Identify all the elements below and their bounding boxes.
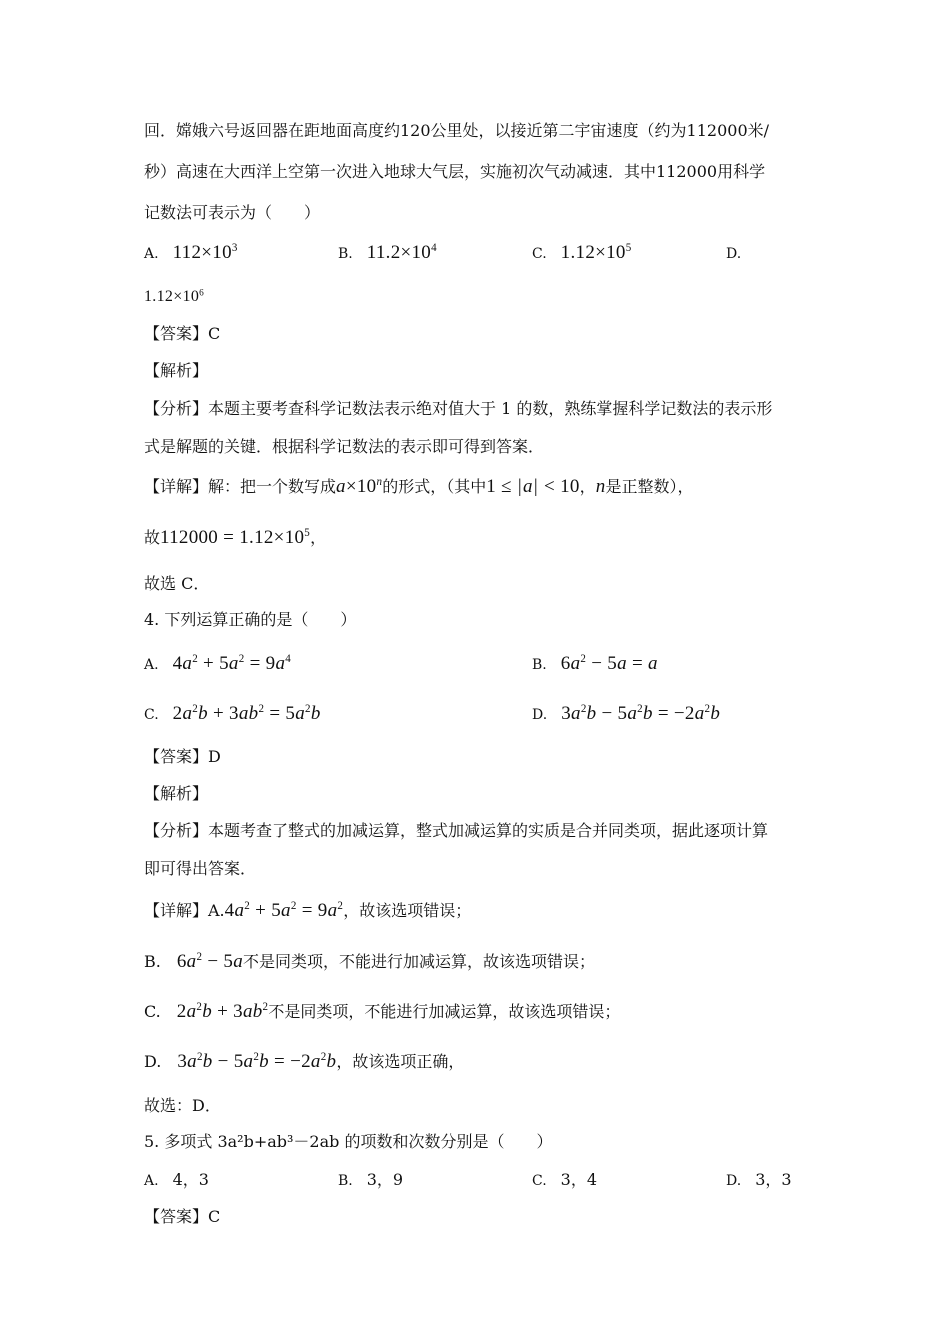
q3-option-b <box>338 241 437 266</box>
q5-option-b: B. 3，9 <box>338 1170 404 1189</box>
q4-option-c: C. $2a^2b + 3ab^2 = 5a^2b$ <box>144 703 321 724</box>
q5-option-a: A. 4，3 <box>144 1170 209 1189</box>
option-math: $6a^2 - 5a = a$ <box>560 653 658 674</box>
option-math: $3a^2b - 5a^2b = -2a^2b$ <box>561 703 721 724</box>
q3-analysis-line-2: 式是解题的关键．根据科学记数法的表示即可得到答案． <box>144 437 545 456</box>
q3-stem-line-2: 秒）高速在大西洋上空第一次进入地球大气层，实施初次气动减速．其中112000用科学 <box>144 162 766 181</box>
option-math: $112\times 10^3$ <box>172 242 238 263</box>
q4-stem: 4. 下列运算正确的是（ ） <box>144 610 357 629</box>
q5-answer: 【答案】C <box>144 1207 221 1226</box>
q3-detail-line-2: 故$112000 = 1.12\times 10^5$， <box>144 527 327 548</box>
q4-analysis-line-1: 【分析】本题考查了整式的加减运算，整式加减运算的实质是合并同类项，据此逐项计算 <box>144 821 769 840</box>
option-label: B. <box>338 246 353 262</box>
q4-analysis-line-2: 即可得出答案． <box>144 859 257 878</box>
option-label: A. <box>144 246 159 262</box>
q3-stem-line-3: 记数法可表示为（ ） <box>144 203 321 222</box>
option-math: $1.12\times 10^5$ <box>560 242 632 263</box>
q3-stem-line-1: 回．嫦娥六号返回器在距地面高度约120公里处，以接近第二宇宙速度（约为112000米/ <box>144 121 770 140</box>
q3-detail-conclusion: 故选 C． <box>144 574 210 593</box>
option-math: $11.2\times 10^4$ <box>366 242 437 263</box>
q3-detail-line-1: 【详解】解：把一个数写成$a\times 10^n$的形式，（其中1 ≤ |a| < 10，n是正整数）， <box>144 476 694 497</box>
q4-option-b: B. $6a^2 - 5a = a$ <box>532 653 658 674</box>
q5-stem: 5. 多项式 3a²b+ab³－2ab 的项数和次数分别是（ ） <box>144 1132 553 1151</box>
q4-detail-c: C. $2a^2b + 3ab^2$不是同类项，不能进行加减运算，故该选项错误； <box>144 1001 621 1022</box>
q4-conclusion: 故选：D． <box>144 1096 221 1115</box>
option-math: $2a^2b + 3ab^2 = 5a^2b$ <box>172 703 321 724</box>
q4-jiexi-heading: 【解析】 <box>144 784 209 803</box>
q5-option-c: C. 3，4 <box>532 1170 598 1189</box>
q4-detail-a: 【详解】$A.4a^2 + 5a^2 = 9a^2$，故该选项错误； <box>144 900 472 921</box>
q3-answer: 【答案】C <box>144 324 221 343</box>
q4-answer: 【答案】D <box>144 747 221 766</box>
q4-option-d: D. $3a^2b - 5a^2b = -2a^2b$ <box>532 703 721 724</box>
q3-option-c <box>532 241 632 266</box>
q5-option-d: D. 3，3 <box>726 1170 792 1189</box>
option-label: C. <box>532 246 547 262</box>
q4-detail-d: D. $3a^2b - 5a^2b = -2a^2b$，故该选项正确， <box>144 1051 465 1072</box>
option-math: $4a^2 + 5a^2 = 9a^4$ <box>172 653 292 674</box>
q3-option-d-label: D. <box>726 246 742 262</box>
q4-detail-b: B. $6a^2 - 5a$不是同类项，不能进行加减运算，故该选项错误； <box>144 951 596 972</box>
q4-option-a: A. $4a^2 + 5a^2 = 9a^4$ <box>144 653 292 674</box>
q3-option-d-math: $1.12\times 10^6$ <box>144 288 205 305</box>
q3-jiexi-heading: 【解析】 <box>144 361 209 380</box>
q3-analysis-line-1: 【分析】本题主要考查科学记数法表示绝对值大于 1 的数，熟练掌握科学记数法的表示形 <box>144 399 773 418</box>
q3-option-a <box>144 241 238 266</box>
